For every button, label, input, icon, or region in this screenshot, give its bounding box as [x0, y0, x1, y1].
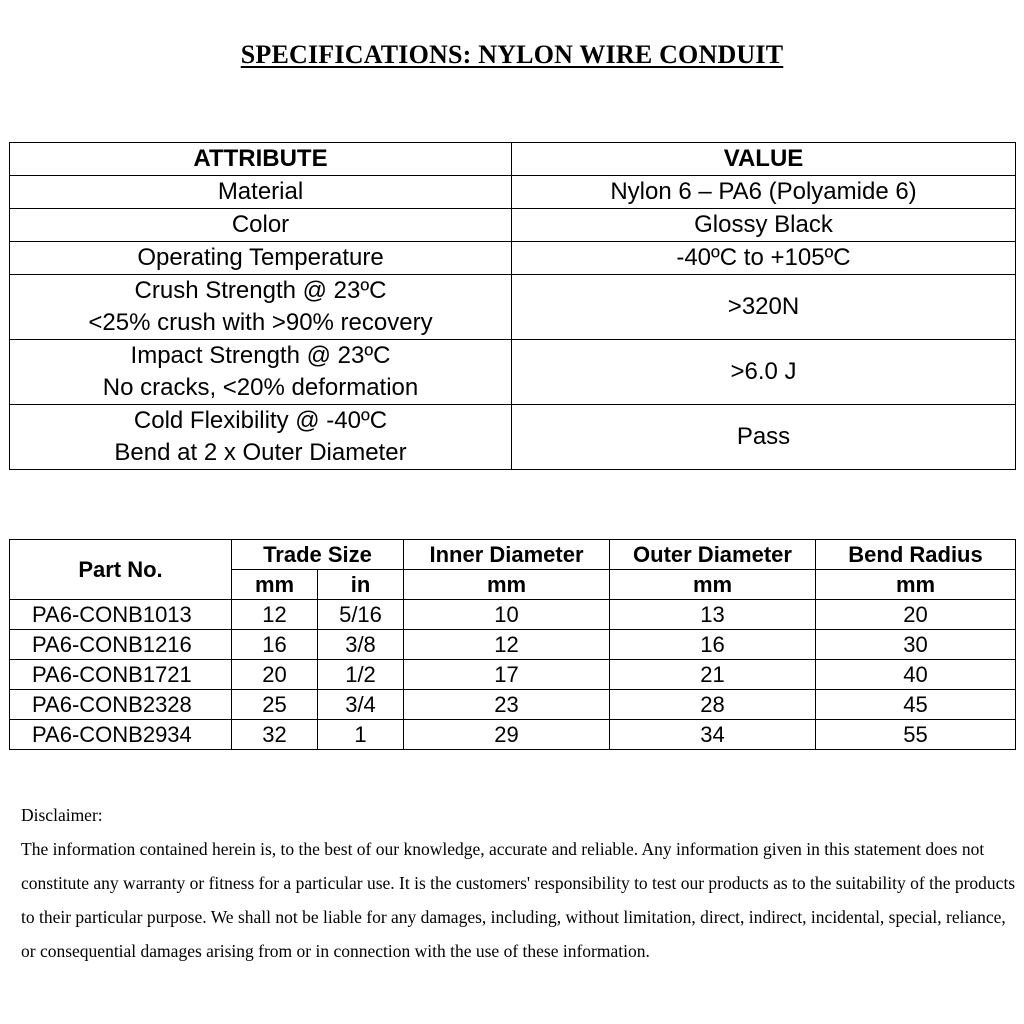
attributes-table [9, 142, 1016, 470]
attribute-sublabel: No cracks, <20% deformation [102, 374, 419, 401]
table-row [10, 660, 1016, 690]
part-number-cell: PA6-CONB1216 [10, 630, 232, 660]
outer-diameter-cell: 13 [610, 600, 816, 630]
value-cell: >320N [512, 275, 1016, 340]
trade-mm-cell: 32 [232, 720, 318, 750]
inner-diameter-cell: 12 [404, 630, 610, 660]
attribute-sublabel: Bend at 2 x Outer Diameter [114, 439, 407, 466]
value-cell: Pass [512, 405, 1016, 470]
outer-diameter-cell: 16 [610, 630, 816, 660]
trade-size-header: Trade Size [232, 540, 404, 570]
trade-mm-cell: 16 [232, 630, 318, 660]
attribute-label: Color [231, 211, 290, 238]
trade-mm-cell: 12 [232, 600, 318, 630]
parts-table [9, 539, 1016, 750]
outer-diameter-unit: mm [610, 570, 816, 600]
value-cell: >6.0 J [512, 340, 1016, 405]
trade-in-cell: 5/16 [318, 600, 404, 630]
bend-radius-cell: 30 [816, 630, 1016, 660]
inner-diameter-header: Inner Diameter [404, 540, 610, 570]
attribute-cell [10, 209, 512, 242]
value-column-header: VALUE [512, 143, 1016, 176]
disclaimer-body: The information contained herein is, to the best of our knowledge, accurate and reliable. Any information given in this statement does not constitute any warranty or fitness for a particular use. It is the customers' responsibility to test our products as to the suitability of the products to their particular purpose. We shall not be liable for any damages, including, without limitation, direct, indirect, incidental, special, reliance, or consequential damages arising from or in connection with the use of these information. [21, 839, 1016, 961]
bend-radius-cell: 40 [816, 660, 1016, 690]
attribute-column-header: ATTRIBUTE [10, 143, 512, 176]
inner-diameter-unit: mm [404, 570, 610, 600]
table-row [10, 600, 1016, 630]
attribute-label: Impact Strength @ 23ºC [130, 342, 391, 369]
inner-diameter-cell: 23 [404, 690, 610, 720]
attribute-row [10, 340, 1016, 405]
bend-radius-cell: 45 [816, 690, 1016, 720]
trade-in-cell: 3/4 [318, 690, 404, 720]
trade-mm-unit: mm [232, 570, 318, 600]
part-no-header: Part No. [10, 540, 232, 600]
attribute-cell [10, 176, 512, 209]
table-row [10, 630, 1016, 660]
attribute-row [10, 242, 1016, 275]
attribute-cell [10, 405, 512, 470]
part-number-cell: PA6-CONB1013 [10, 600, 232, 630]
trade-in-cell: 1/2 [318, 660, 404, 690]
inner-diameter-cell: 10 [404, 600, 610, 630]
bend-radius-header: Bend Radius [816, 540, 1016, 570]
trade-in-unit: in [318, 570, 404, 600]
disclaimer-heading: Disclaimer: [21, 805, 103, 825]
attribute-label: Operating Temperature [137, 244, 384, 271]
attribute-label: Cold Flexibility @ -40ºC [133, 407, 388, 434]
part-number-cell: PA6-CONB2934 [10, 720, 232, 750]
part-number-cell: PA6-CONB1721 [10, 660, 232, 690]
trade-in-cell: 3/8 [318, 630, 404, 660]
attribute-label: Crush Strength @ 23ºC [134, 277, 387, 304]
attribute-sublabel: <25% crush with >90% recovery [88, 309, 433, 336]
parts-header-row [10, 540, 1016, 570]
outer-diameter-cell: 34 [610, 720, 816, 750]
inner-diameter-cell: 29 [404, 720, 610, 750]
outer-diameter-header: Outer Diameter [610, 540, 816, 570]
attribute-label: Material [217, 178, 304, 205]
table-row [10, 690, 1016, 720]
bend-radius-unit: mm [816, 570, 1016, 600]
trade-in-cell: 1 [318, 720, 404, 750]
disclaimer [21, 798, 1016, 968]
page-title: SPECIFICATIONS: NYLON WIRE CONDUIT [240, 40, 784, 69]
trade-mm-cell: 20 [232, 660, 318, 690]
attribute-row [10, 275, 1016, 340]
outer-diameter-cell: 21 [610, 660, 816, 690]
attributes-header-row [10, 143, 1016, 176]
trade-mm-cell: 25 [232, 690, 318, 720]
attribute-cell [10, 340, 512, 405]
inner-diameter-cell: 17 [404, 660, 610, 690]
attribute-row [10, 405, 1016, 470]
value-cell: Nylon 6 – PA6 (Polyamide 6) [512, 176, 1016, 209]
attribute-row [10, 209, 1016, 242]
value-cell: Glossy Black [512, 209, 1016, 242]
bend-radius-cell: 55 [816, 720, 1016, 750]
attribute-cell [10, 242, 512, 275]
outer-diameter-cell: 28 [610, 690, 816, 720]
attribute-cell [10, 275, 512, 340]
bend-radius-cell: 20 [816, 600, 1016, 630]
attribute-row [10, 176, 1016, 209]
value-cell: -40ºC to +105ºC [512, 242, 1016, 275]
table-row [10, 720, 1016, 750]
part-number-cell: PA6-CONB2328 [10, 690, 232, 720]
